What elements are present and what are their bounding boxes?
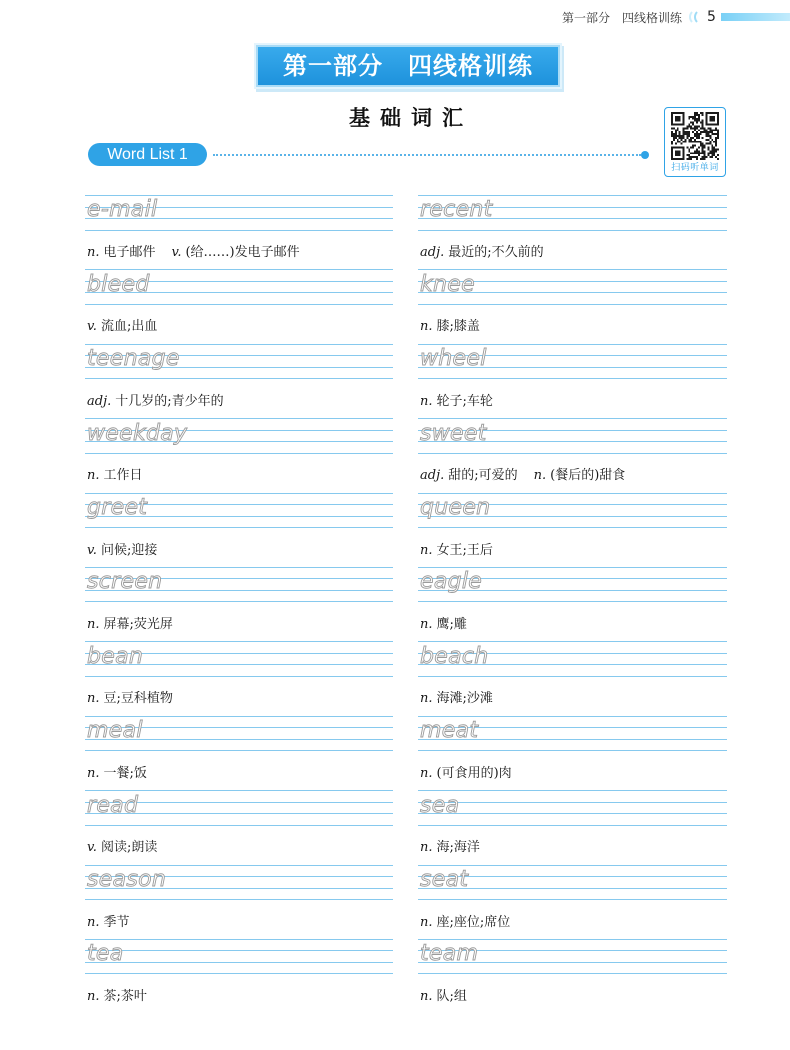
part-of-speech: v. [87, 542, 97, 558]
vocab-word: bean [87, 643, 144, 669]
vocab-entry [418, 269, 727, 343]
vocab-word: e-mail [87, 197, 158, 223]
word-list-rule-end-dot [641, 151, 649, 159]
grid-line [418, 790, 727, 791]
grid-line [85, 567, 393, 568]
grid-line [85, 269, 393, 270]
four-line-grid [418, 865, 727, 901]
vocab-word: read [87, 792, 139, 818]
grid-line [85, 418, 393, 419]
grid-line [85, 950, 393, 951]
grid-line [418, 344, 727, 345]
four-line-grid [85, 493, 393, 529]
four-line-grid [85, 939, 393, 975]
four-line-grid [85, 344, 393, 380]
grid-line [418, 195, 727, 196]
part-of-speech: n. [87, 914, 100, 930]
four-line-grid [85, 567, 393, 603]
vocab-definition [87, 543, 157, 559]
four-line-grid [418, 269, 727, 305]
vocab-entry [418, 344, 727, 418]
definition-segment [420, 245, 544, 260]
part-of-speech: n. [87, 245, 100, 260]
grid-line [85, 973, 393, 974]
grid-line [418, 750, 727, 751]
vocab-definition [87, 915, 130, 931]
four-line-grid [418, 567, 727, 603]
grid-line [418, 813, 727, 814]
qr-code-box [664, 107, 726, 177]
meaning-text: 电子邮件 [103, 245, 156, 260]
meaning-text: 豆;豆科植物 [103, 691, 173, 707]
grid-line [85, 195, 393, 196]
grid-line [85, 825, 393, 826]
vocab-entry [418, 939, 727, 1013]
part-of-speech: n. [87, 616, 100, 632]
vocab-entry [85, 493, 393, 567]
grid-line [418, 973, 727, 974]
grid-line [85, 641, 393, 642]
vocab-entry [85, 716, 393, 790]
vocab-entry [418, 493, 727, 567]
grid-line [418, 230, 727, 231]
four-line-grid [418, 641, 727, 677]
grid-line [418, 865, 727, 866]
vocab-definition [87, 245, 300, 261]
vocab-definition [87, 691, 173, 707]
page-subtitle: 基础词汇 [349, 106, 473, 130]
vocab-entry [418, 641, 727, 715]
vocab-word: teenage [87, 346, 180, 372]
meaning-text: 最近的;不久前的 [448, 245, 544, 260]
grid-line [418, 493, 727, 494]
vocab-entry [85, 567, 393, 641]
definition-segment [420, 468, 518, 483]
four-line-grid [418, 493, 727, 529]
definition-segment [420, 543, 493, 558]
section-banner: 第一部分 四线格训练 [256, 45, 560, 87]
vocab-entry [418, 567, 727, 641]
definition-segment [87, 617, 173, 632]
vocab-definition [87, 840, 157, 856]
four-line-grid [85, 269, 393, 305]
grid-line [85, 344, 393, 345]
four-line-grid [85, 865, 393, 901]
vocab-word: wheel [420, 346, 487, 372]
grid-line [85, 750, 393, 751]
grid-line [85, 493, 393, 494]
grid-line [418, 716, 727, 717]
part-of-speech: n. [420, 988, 433, 1004]
part-of-speech: n. [420, 840, 433, 856]
running-header-section-title: 第一部分 四线格训练 [561, 11, 682, 25]
grid-line [418, 899, 727, 900]
vocab-word: sweet [420, 420, 487, 446]
four-line-grid [418, 344, 727, 380]
vocab-word: greet [87, 494, 148, 520]
four-line-grid [85, 641, 393, 677]
vocab-entry [85, 641, 393, 715]
definition-segment [420, 766, 512, 781]
definition-segment [87, 691, 173, 706]
grid-line [85, 939, 393, 940]
definition-segment [87, 394, 224, 409]
part-of-speech: n. [87, 765, 100, 781]
four-line-grid [418, 195, 727, 231]
part-of-speech: n. [533, 468, 547, 484]
vocab-word: knee [420, 271, 475, 297]
meaning-text: 茶;茶叶 [103, 988, 147, 1004]
vocab-word: beach [420, 643, 489, 669]
part-of-speech: adj. [87, 393, 112, 409]
meaning-text: (可食用的)肉 [436, 765, 512, 781]
vocab-definition [87, 394, 224, 410]
vocab-entry [418, 195, 727, 269]
vocab-definition [420, 245, 544, 261]
part-of-speech: adj. [420, 245, 445, 260]
grid-line [418, 601, 727, 602]
qr-code-image [671, 112, 719, 160]
part-of-speech: adj. [420, 468, 445, 484]
vocab-word: season [87, 866, 167, 892]
vocab-definition [420, 468, 625, 484]
definition-segment [172, 245, 300, 260]
four-line-grid [418, 418, 727, 454]
vocab-entry [85, 865, 393, 939]
definition-segment [420, 394, 493, 409]
grid-line [418, 939, 727, 940]
part-of-speech: n. [87, 988, 100, 1004]
meaning-text: 海滩;沙滩 [436, 691, 493, 707]
vocab-word: recent [420, 197, 493, 223]
part-of-speech: n. [420, 319, 433, 335]
definition-segment [420, 989, 467, 1004]
part-of-speech: v. [87, 319, 97, 335]
grid-line [85, 962, 393, 963]
grid-line [418, 304, 727, 305]
four-line-grid [85, 418, 393, 454]
part-of-speech: n. [420, 691, 433, 707]
vocab-definition [87, 319, 157, 335]
grid-line [85, 790, 393, 791]
definition-segment [87, 840, 157, 855]
meaning-text: 座;座位;席位 [436, 914, 511, 930]
qr-code-label: 扫码听单词 [671, 163, 719, 173]
grid-line [85, 716, 393, 717]
meaning-text: (餐后的)甜食 [550, 468, 626, 484]
vocab-word: tea [87, 941, 124, 967]
definition-segment [87, 245, 156, 260]
part-of-speech: v. [87, 840, 97, 856]
definition-segment [420, 319, 480, 334]
meaning-text: 问候;迎接 [100, 542, 158, 558]
vocab-word: eagle [420, 569, 483, 595]
word-list-badge: Word List 1 [88, 143, 207, 166]
definition-segment [87, 989, 147, 1004]
part-of-speech: n. [420, 765, 433, 781]
page-number: 5 [707, 9, 716, 25]
meaning-text: 鹰;雕 [436, 616, 467, 632]
grid-line [85, 378, 393, 379]
vocab-word: weekday [87, 420, 188, 446]
vocab-entry [85, 344, 393, 418]
vocab-entry [418, 716, 727, 790]
vocab-entry [418, 865, 727, 939]
four-line-grid [85, 790, 393, 826]
meaning-text: 海;海洋 [436, 840, 480, 856]
vocab-entry [418, 790, 727, 864]
vocab-definition [420, 543, 493, 559]
vocab-definition [87, 617, 173, 633]
vocab-entry [85, 790, 393, 864]
grid-line [418, 567, 727, 568]
grid-line [85, 601, 393, 602]
vocab-definition [420, 766, 512, 782]
grid-line [85, 304, 393, 305]
vocab-definition [420, 617, 467, 633]
vocab-definition [420, 394, 493, 410]
definition-segment [420, 617, 467, 632]
grid-line [85, 899, 393, 900]
meaning-text: 季节 [103, 914, 130, 930]
vocab-entry [85, 269, 393, 343]
grid-line [418, 527, 727, 528]
grid-line [418, 676, 727, 677]
part-of-speech: n. [420, 542, 433, 558]
four-line-grid [418, 716, 727, 752]
vocab-word: meat [420, 718, 479, 744]
grid-line [418, 802, 727, 803]
part-of-speech: n. [420, 914, 433, 930]
vocab-definition [87, 989, 147, 1005]
grid-line [85, 865, 393, 866]
grid-line [418, 269, 727, 270]
meaning-text: 流血;出血 [100, 319, 158, 335]
vocab-entry [85, 939, 393, 1013]
word-list-dotted-rule [213, 154, 641, 156]
four-line-grid [85, 716, 393, 752]
definition-segment [534, 468, 626, 483]
grid-line [85, 527, 393, 528]
four-line-grid [418, 790, 727, 826]
part-of-speech: v. [171, 245, 182, 260]
grid-line [418, 641, 727, 642]
definition-segment [87, 319, 157, 334]
vocab-word: queen [420, 494, 491, 520]
meaning-text: 轮子;车轮 [436, 393, 493, 409]
meaning-text: 阅读;朗读 [100, 840, 158, 856]
vocab-column-right [418, 195, 727, 1013]
meaning-text: 十几岁的;青少年的 [115, 393, 224, 409]
definition-segment [420, 691, 493, 706]
vocab-definition [420, 915, 510, 931]
grid-line [85, 453, 393, 454]
vocab-column-left [85, 195, 393, 1013]
definition-segment [87, 766, 147, 781]
vocab-definition [420, 840, 480, 856]
vocab-word: seat [420, 866, 469, 892]
part-of-speech: n. [87, 468, 100, 484]
vocab-entry [418, 418, 727, 492]
grid-line [418, 453, 727, 454]
meaning-text: 一餐;饭 [103, 765, 147, 781]
definition-segment [87, 468, 143, 483]
grid-line [85, 676, 393, 677]
part-of-speech: n. [420, 393, 433, 409]
vocab-word: meal [87, 718, 143, 744]
meaning-text: 屏幕;荧光屏 [103, 616, 173, 632]
four-line-grid [85, 195, 393, 231]
meaning-text: 队;组 [436, 988, 467, 1004]
definition-segment [420, 915, 510, 930]
vocab-word: screen [87, 569, 163, 595]
grid-line [418, 825, 727, 826]
vocab-definition [87, 468, 143, 484]
meaning-text: 甜的;可爱的 [448, 468, 518, 484]
header-bar-decoration [721, 13, 790, 21]
vocab-definition [87, 766, 147, 782]
meaning-text: 膝;膝盖 [436, 319, 480, 335]
vocab-definition [420, 989, 467, 1005]
meaning-text: 工作日 [103, 468, 143, 484]
vocab-entry [85, 418, 393, 492]
definition-segment [87, 915, 130, 930]
vocab-word: team [420, 941, 479, 967]
vocab-definition [420, 319, 480, 335]
grid-line [85, 230, 393, 231]
vocab-word: sea [420, 792, 460, 818]
vocab-entry [85, 195, 393, 269]
definition-segment [420, 840, 480, 855]
vocab-definition [420, 691, 493, 707]
part-of-speech: n. [87, 691, 100, 707]
definition-segment [87, 543, 157, 558]
meaning-text: (给……)发电子邮件 [185, 245, 300, 260]
part-of-speech: n. [420, 616, 433, 632]
grid-line [418, 378, 727, 379]
grid-line [418, 418, 727, 419]
four-line-grid [418, 939, 727, 975]
meaning-text: 女王;王后 [436, 542, 493, 558]
vocab-word: bleed [87, 271, 150, 297]
